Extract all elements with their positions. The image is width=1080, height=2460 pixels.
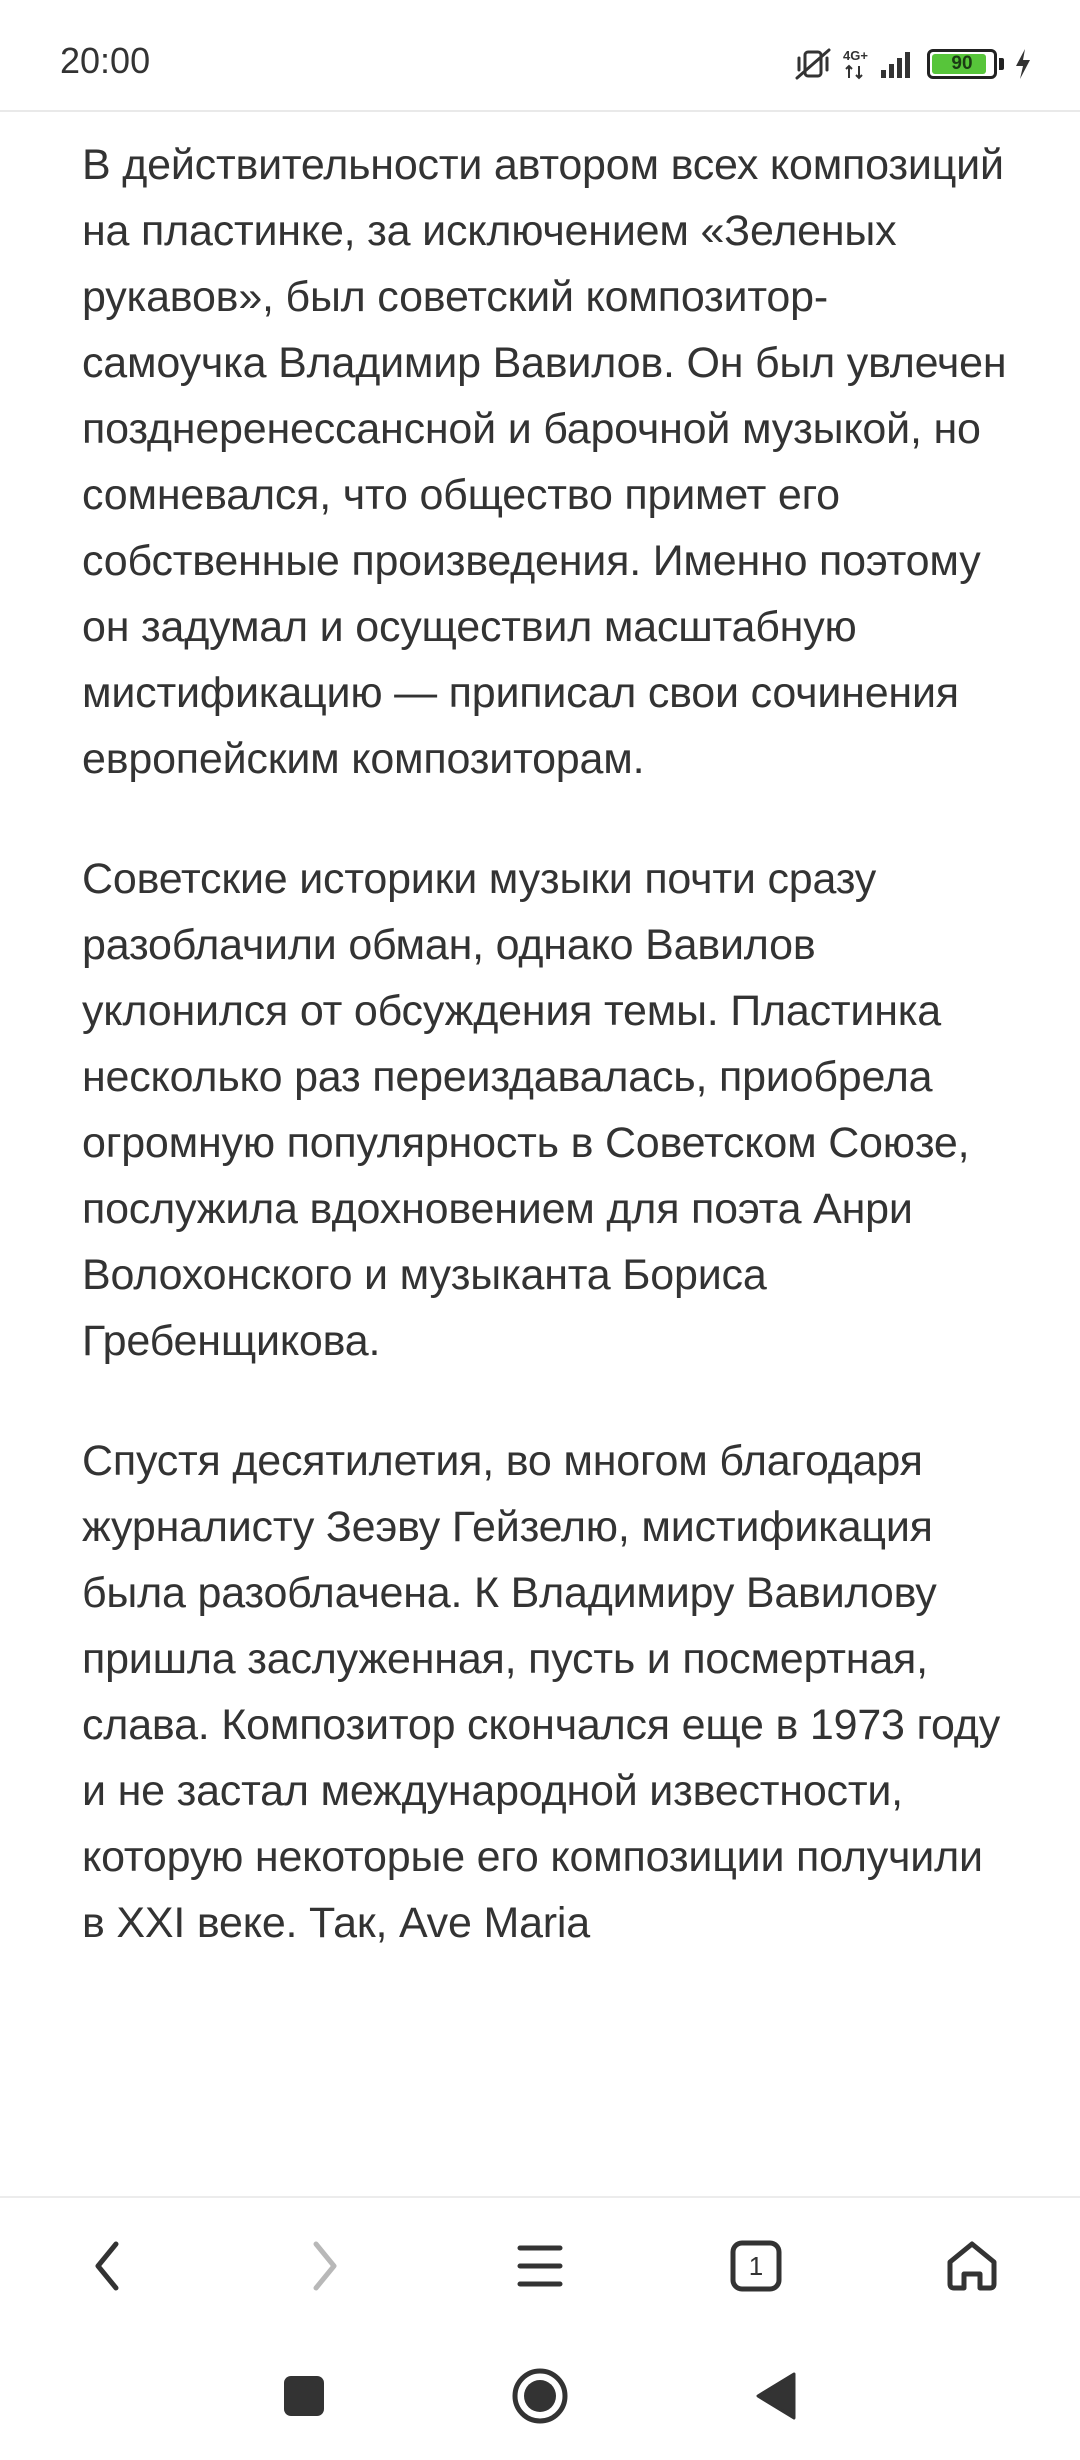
svg-text:4G+: 4G+ bbox=[843, 48, 868, 63]
menu-button[interactable] bbox=[500, 2226, 580, 2306]
recents-square-icon bbox=[282, 2374, 326, 2418]
signal-icon bbox=[879, 46, 917, 82]
battery-level: 90 bbox=[951, 53, 973, 74]
battery-cap bbox=[999, 58, 1004, 70]
status-bar bbox=[0, 0, 1080, 112]
tabs-count: 1 bbox=[748, 2250, 764, 2281]
system-back-button[interactable] bbox=[736, 2356, 816, 2436]
back-triangle-icon bbox=[754, 2371, 798, 2421]
home-circle-icon bbox=[510, 2366, 570, 2426]
status-time: 20:00 bbox=[60, 40, 151, 81]
menu-icon bbox=[516, 2238, 564, 2294]
tabs-button[interactable] bbox=[716, 2226, 796, 2306]
browser-toolbar bbox=[0, 2196, 1080, 2332]
home-icon bbox=[944, 2238, 1000, 2294]
home-button[interactable] bbox=[932, 2226, 1012, 2306]
back-button[interactable] bbox=[68, 2226, 148, 2306]
network-4g-icon bbox=[843, 46, 869, 82]
forward-button[interactable] bbox=[284, 2226, 364, 2306]
mute-vibrate-icon bbox=[793, 46, 833, 82]
article-paragraph-2: Советские историки музыки почти сразу разоблачили обман, однако Вавилов уклонился от обсуждения темы. Пластинка несколько раз переиздавалась, приобрела огромную популярность в Советском Союзе, послужила вдохновением для поэта Анри Волохонского и музыканта Бориса Гребенщикова. bbox=[82, 855, 970, 1365]
system-home-button[interactable] bbox=[500, 2356, 580, 2436]
charging-icon bbox=[1014, 48, 1032, 80]
article-body bbox=[82, 132, 1012, 2196]
status-icons bbox=[793, 44, 1032, 84]
article-paragraph-3: Спустя десятилетия, во многом благодаря журналисту Зеэву Гейзелю, мистификация была разоблачена. К Владимиру Вавилову пришла заслуженная, пусть и посмертная, слава. Композитор скончался еще в 1973 году и не застал международной известности, которую некоторые его композиции получили в XXI веке. Так, Ave Maria bbox=[82, 1437, 1000, 1947]
forward-arrow-icon bbox=[304, 2236, 344, 2296]
article-paragraph-1: В действительности автором всех композиций на пластинке, за исключением «Зеленых рукавов», был советский композитор-самоучка Владимир Вавилов. Он был увлечен позднеренессансной и барочной музыкой, но сомневался, что общество примет его собственные произведения. Именно поэтому он задумал и осуществил масштабную мистификацию — приписал свои сочинения европейским композиторам. bbox=[82, 141, 1007, 783]
back-arrow-icon bbox=[88, 2236, 128, 2296]
battery-icon bbox=[927, 49, 997, 79]
system-navigation-bar bbox=[0, 2332, 1080, 2460]
recents-button[interactable] bbox=[264, 2356, 344, 2436]
